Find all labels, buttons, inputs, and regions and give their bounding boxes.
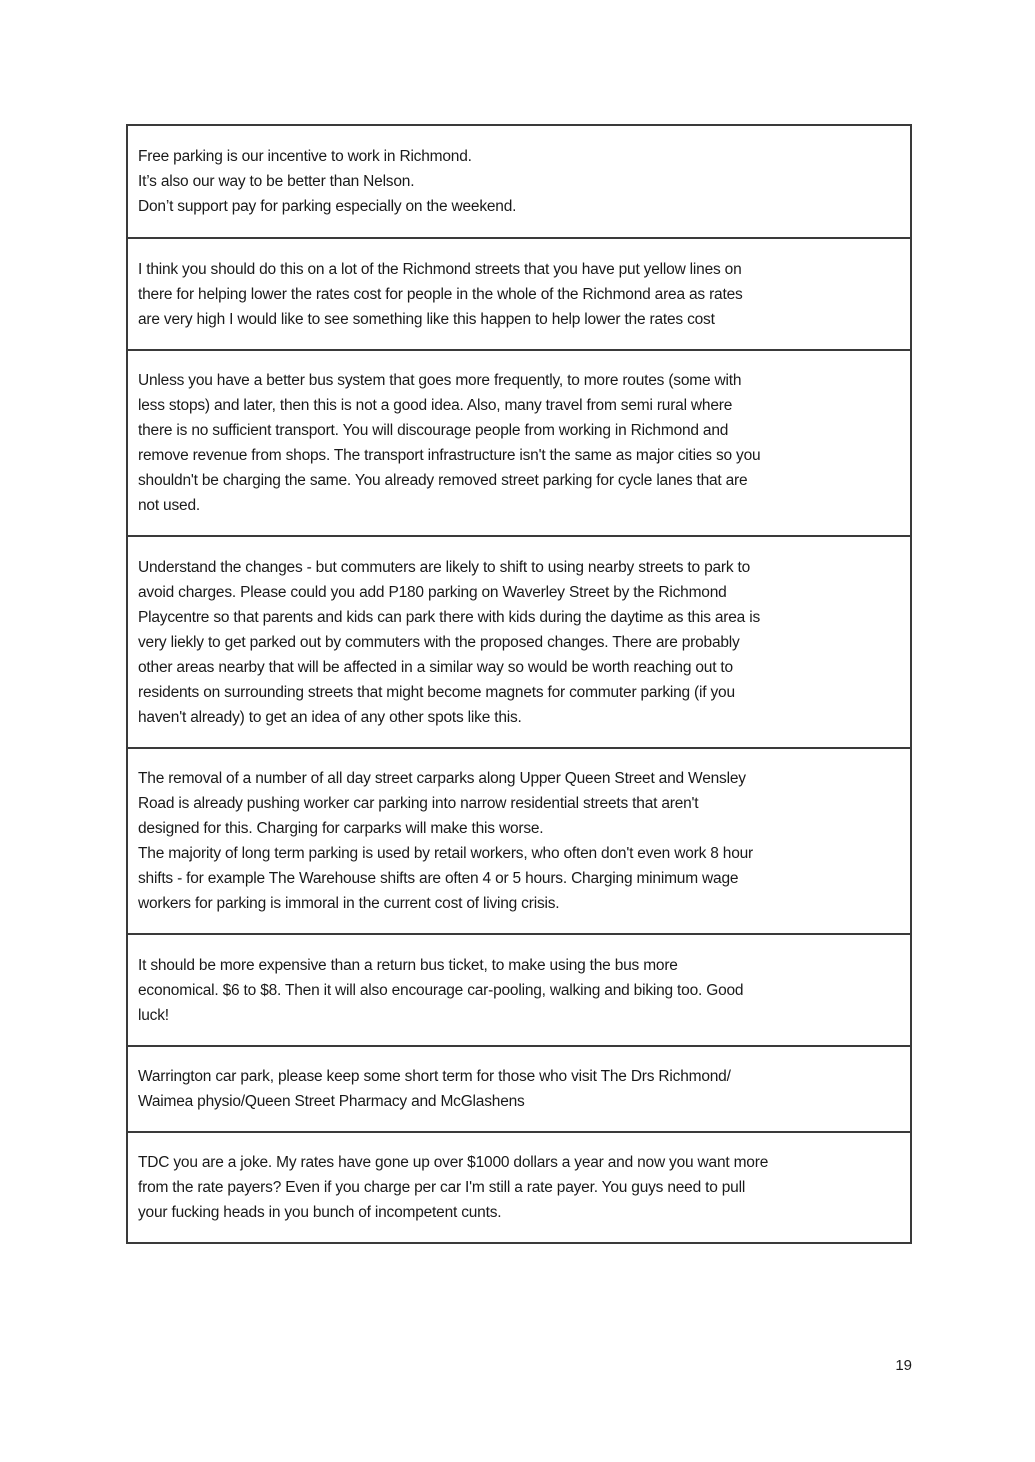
comment-line: The removal of a number of all day street carparks along Upper Queen Street and Wensley xyxy=(138,770,746,787)
comment-line: Road is already pushing worker car parking into narrow residential streets that aren't xyxy=(138,795,699,812)
comment-line: It should be more expensive than a return bus ticket, to make using the bus more xyxy=(138,956,678,974)
comment-line: other areas nearby that will be affected in a similar way so would be worth reaching out to xyxy=(138,658,733,676)
comment-line: workers for parking is immoral in the current cost of living crisis. xyxy=(138,895,560,912)
comment-line: The majority of long term parking is used by retail workers, who often don't even work 8 hour xyxy=(138,845,753,862)
comment-line: there for helping lower the rates cost for people in the whole of the Richmond area as rates xyxy=(138,285,743,303)
comment-row xyxy=(128,1045,910,1131)
comment-line: Waimea physio/Queen Street Pharmacy and McGlashens xyxy=(138,1093,525,1110)
comment-line: are very high I would like to see something like this happen to help lower the rates cost xyxy=(138,310,715,328)
comment-line: shifts - for example The Warehouse shifts are often 4 or 5 hours. Charging minimum wage xyxy=(138,870,739,887)
comment-line: not used. xyxy=(138,497,200,514)
comment-line: Don’t support pay for parking especially on the weekend. xyxy=(138,198,517,215)
comment-line: less stops) and later, then this is not a good idea. Also, many travel from semi rural where xyxy=(138,397,733,414)
comment-line: It’s also our way to be better than Nelson. xyxy=(138,173,415,190)
page-number: 19 xyxy=(895,1357,912,1374)
comment-row xyxy=(128,535,910,747)
comment-line: Warrington car park, please keep some short term for those who visit The Drs Richmond/ xyxy=(138,1068,731,1085)
comment-line: Free parking is our incentive to work in Richmond. xyxy=(138,148,472,165)
comment-line: I think you should do this on a lot of the Richmond streets that you have put yellow lines on xyxy=(138,260,742,278)
comment-row xyxy=(128,747,910,933)
comment-line: remove revenue from shops. The transport infrastructure isn't the same as major cities so you xyxy=(138,447,761,464)
comment-line: Playcentre so that parents and kids can park there with kids during the daytime as this area is xyxy=(138,608,761,626)
comment-row xyxy=(128,1131,910,1242)
comment-line: luck! xyxy=(138,1006,169,1024)
comment-line: there is no sufficient transport. You will discourage people from working in Richmond and xyxy=(138,422,729,439)
comment-line: designed for this. Charging for carparks will make this worse. xyxy=(138,820,544,837)
comment-line: shouldn't be charging the same. You already removed street parking for cycle lanes that are xyxy=(138,472,748,489)
comment-row xyxy=(128,237,910,349)
comment-line: Unless you have a better bus system that goes more frequently, to more routes (some with xyxy=(138,372,742,389)
comment-line: avoid charges. Please could you add P180 parking on Waverley Street by the Richmond xyxy=(138,583,727,601)
comment-line: Understand the changes - but commuters are likely to shift to using nearby streets to park to xyxy=(138,558,751,576)
comment-row xyxy=(128,349,910,535)
comment-line: TDC you are a joke. My rates have gone up over $1000 dollars a year and now you want more xyxy=(138,1154,769,1171)
comment-row xyxy=(128,933,910,1045)
comment-line: very liekly to get parked out by commuters with the proposed changes. There are probably xyxy=(138,633,740,651)
comment-line: haven't already) to get an idea of any other spots like this. xyxy=(138,708,522,726)
comments-table xyxy=(126,124,912,1244)
comment-line: from the rate payers? Even if you charge per car I'm still a rate payer. You guys need to pull xyxy=(138,1179,746,1196)
comment-line: residents on surrounding streets that might become magnets for commuter parking (if you xyxy=(138,683,735,701)
comment-row xyxy=(128,126,910,237)
comment-line: economical. $6 to $8. Then it will also encourage car-pooling, walking and biking too. Good xyxy=(138,981,744,999)
comment-line: your fucking heads in you bunch of incompetent cunts. xyxy=(138,1204,502,1221)
